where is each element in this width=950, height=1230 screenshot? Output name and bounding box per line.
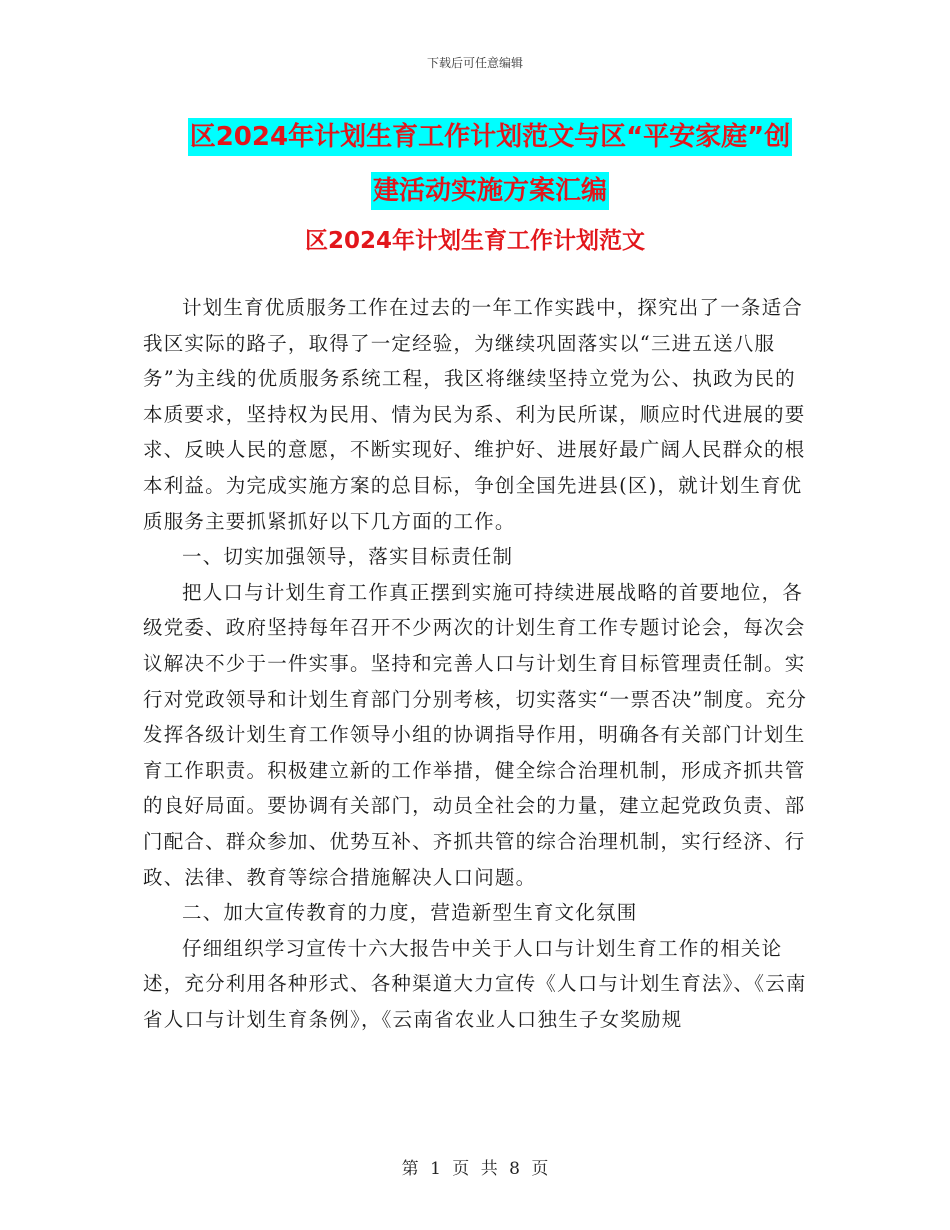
header-note: 下载后可任意编辑: [426, 56, 523, 70]
paragraph-two: 仔细组织学习宣传十六大报告中关于人口与计划生育工作的相关论述，充分利用各种形式、各种渠道大力宣传《人口与计划生育法》、《云南省人口与计划生育条例》，《云南省农业人口独生子女奖励规: [143, 936, 807, 1031]
page-number-footer: 第 1 页 共 8 页: [401, 1159, 549, 1179]
document-title-line-1: 区2024年计划生育工作计划范文与区“平安家庭”创: [188, 118, 793, 156]
heading-two: 二、加大宣传教育的力度，营造新型生育文化氛围: [182, 901, 638, 925]
paragraph-intro: 计划生育优质服务工作在过去的一年工作实践中，探究出了一条适合我区实际的路子，取得了一定经验，为继续巩固落实以“三进五送八服务”为主线的优质服务系统工程，我区将继续坚持立党为公、执政为民的本质要求，坚持权为民用、情为民为系、利为民所谋，顺应时代进展的要求、反映人民的意愿，不断实现好、维护好、进展好最广阔人民群众的根本利益。为完成实施方案的总目标，争创全国先进县(区)，就计划生育优质服务主要抓紧抓好以下几方面的工作。: [143, 296, 806, 533]
heading-one: 一、切实加强领导，落实目标责任制: [182, 545, 514, 569]
document-title-line-2: 建活动实施方案汇编: [371, 172, 609, 210]
document-title: [140, 110, 840, 218]
section-title: 区2024年计划生育工作计划范文: [304, 228, 645, 254]
paragraph-one: 把人口与计划生育工作真正摆到实施可持续进展战略的首要地位，各级党委、政府坚持每年召开不少两次的计划生育工作专题讨论会，每次会议解决不少于一件实事。坚持和完善人口与计划生育目标管理责任制。实行对党政领导和计划生育部门分别考核，切实落实“一票否决”制度。充分发挥各级计划生育工作领导小组的协调指导作用，明确各有关部门计划生育工作职责。积极建立新的工作举措，健全综合治理机制，形成齐抓共管的良好局面。要协调有关部门，动员全社会的力量，建立起党政负责、部门配合、群众参加、优势互补、齐抓共管的综合治理机制，实行经济、行政、法律、教育等综合措施解决人口问题。: [143, 580, 808, 889]
body-text: [143, 290, 808, 1037]
